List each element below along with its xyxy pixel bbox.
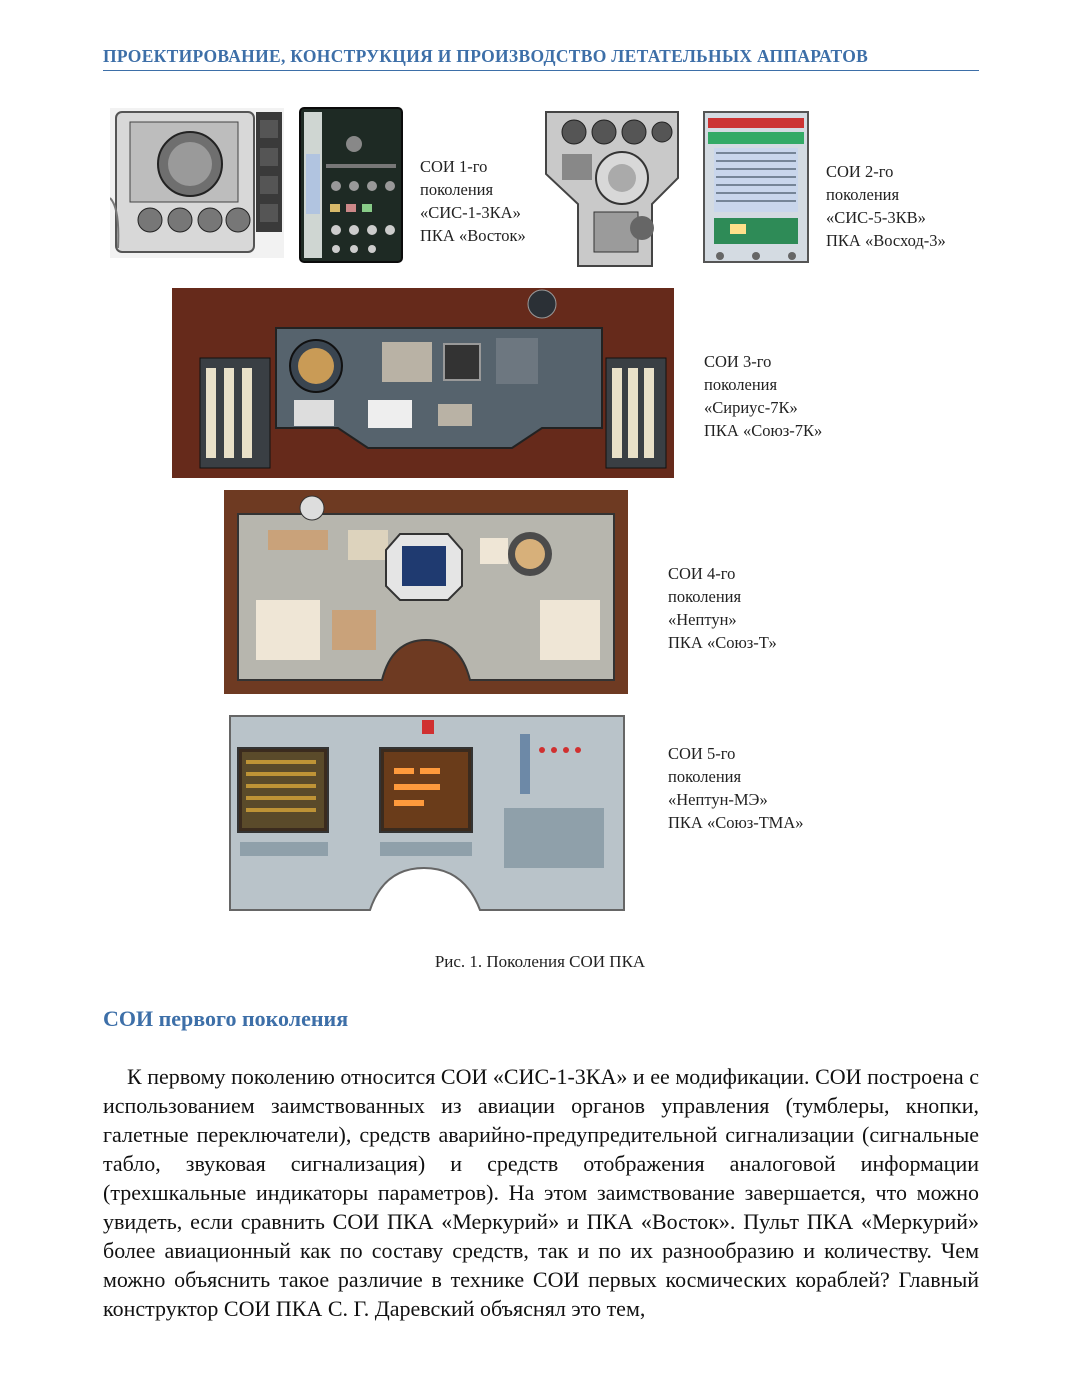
gen4-label-line3: «Нептун»	[668, 610, 737, 629]
gen4-label-line4: ПКА «Союз-Т»	[668, 633, 777, 652]
gen2-label	[826, 160, 946, 252]
gen1-label-line2: поколения	[420, 180, 494, 199]
gen5-photo	[224, 708, 630, 914]
gen5-label-line1: СОИ 5-го	[668, 744, 736, 763]
gen2-label-line4: ПКА «Восход-3»	[826, 231, 946, 250]
gen2-label-line1: СОИ 2-го	[826, 162, 894, 181]
gen3-label-line2: поколения	[704, 375, 778, 394]
running-header: ПРОЕКТИРОВАНИЕ, КОНСТРУКЦИЯ И ПРОИЗВОДСТВО ЛЕТАТЕЛЬНЫХ АППАРАТОВ	[103, 46, 869, 66]
gen1-photo-right	[296, 104, 406, 264]
gen1-label-line3: «СИС-1-3КА»	[420, 203, 521, 222]
gen3-photo	[172, 288, 674, 478]
header-rule	[103, 70, 979, 71]
gen4-label-line2: поколения	[668, 587, 742, 606]
body-text	[103, 1062, 979, 1323]
gen3-label	[704, 350, 822, 442]
body-paragraph: К первому поколению относится СОИ «СИС-1-3КА» и ее модификации. СОИ построена с использованием заимствованных из авиации органов управления (тумблеры, кнопки, галетные переключатели), средств аварийно-предупредительной сигнализации (сигнальные табло, звуковая сигнализация) и средств отображения аналоговой информации (трехшкальные индикаторы параметров). На этом заимствование завершается, что можно увидеть, если сравнить СОИ ПКА «Меркурий» и ПКА «Восток». Пульт ПКА «Меркурий» более авиационный как по составу средств, так и по их разнообразию и количеству. Чем можно объяснить такое различие в технике СОИ первых космических кораблей? Главный конструктор СОИ ПКА С. Г. Даревский объяснял это тем,	[103, 1064, 979, 1321]
gen1-photo-left	[110, 108, 284, 258]
gen2-photo-right	[700, 108, 812, 270]
gen3-label-line4: ПКА «Союз-7К»	[704, 421, 823, 440]
gen5-label	[668, 742, 804, 834]
gen1-label-line4: ПКА «Восток»	[420, 226, 526, 245]
gen1-label	[420, 155, 526, 247]
section-title: СОИ первого поколения	[103, 1006, 349, 1031]
gen4-photo	[224, 490, 628, 694]
gen3-label-line3: «Сириус-7К»	[704, 398, 798, 417]
figure-caption: Рис. 1. Поколения СОИ ПКА	[434, 952, 646, 971]
gen2-label-line2: поколения	[826, 185, 900, 204]
gen2-photo-left	[538, 108, 684, 270]
gen5-label-line3: «Нептун-МЭ»	[668, 790, 768, 809]
gen1-label-line1: СОИ 1-го	[420, 157, 488, 176]
gen3-label-line1: СОИ 3-го	[704, 352, 772, 371]
gen4-label	[668, 562, 777, 654]
gen5-label-line4: ПКА «Союз-ТМА»	[668, 813, 804, 832]
gen2-label-line3: «СИС-5-3КВ»	[826, 208, 926, 227]
gen4-label-line1: СОИ 4-го	[668, 564, 736, 583]
gen5-label-line2: поколения	[668, 767, 742, 786]
